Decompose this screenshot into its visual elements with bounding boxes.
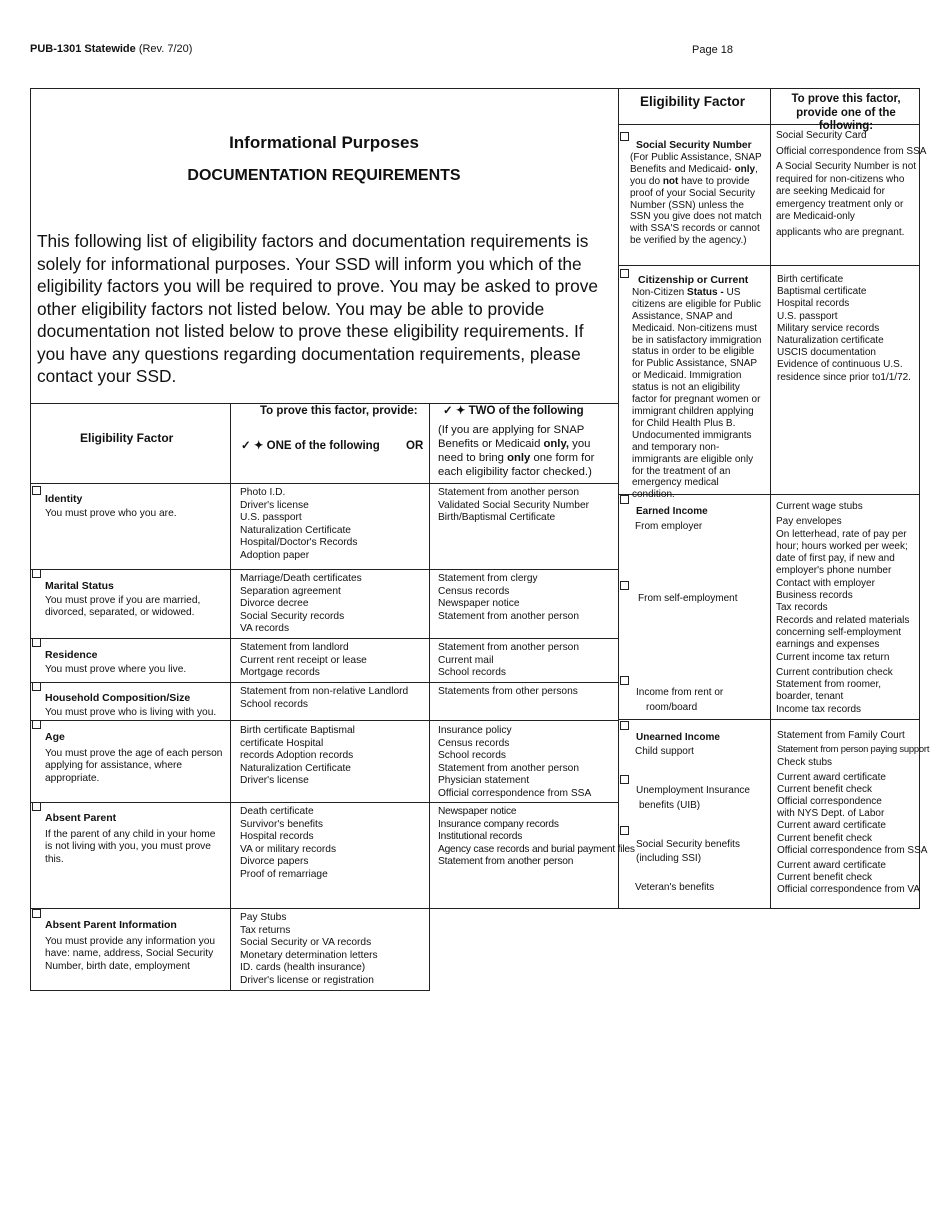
absent-parent-factor: Absent Parent If the parent of any child in your home is not living with you, you must prove this. <box>45 812 216 865</box>
page-number: Page 18 <box>692 44 733 56</box>
unearned-income-checkbox[interactable] <box>620 721 629 730</box>
absent-parent-two-list: Newspaper notice Insurance company records Institutional records Agency case records and burial payment files Statement from another person <box>438 806 635 867</box>
purpose-title: Informational Purposes <box>229 133 419 152</box>
from-employer-label: From employer <box>635 521 703 532</box>
self-employment-label: From self-employment <box>638 593 738 604</box>
household-two-list: Statements from other persons <box>438 686 578 697</box>
rent-income-checkbox[interactable] <box>620 676 629 685</box>
identity-one-list: Photo I.D. Driver's license U.S. passport Naturalization Certificate Hospital/Doctor's Records Adoption paper <box>240 487 358 561</box>
veterans-benefits-label: Veteran's benefits <box>635 882 715 893</box>
absent-parent-info-factor: Absent Parent Information You must provide any information you have: name, address, Social Security Number, birth date, employment <box>45 919 216 972</box>
col3-note: (If you are applying for SNAP Benefits or Medicaid only, you need to bring only one form for each eligibility factor checked.) <box>438 424 595 478</box>
identity-checkbox[interactable] <box>32 486 41 495</box>
document-id: PUB-1301 Statewide (Rev. 7/20) <box>30 43 193 55</box>
earned-income-checkbox[interactable] <box>620 495 629 504</box>
household-checkbox[interactable] <box>32 682 41 691</box>
absent-parent-info-checkbox[interactable] <box>32 909 41 918</box>
absent-parent-one-list: Death certificate Survivor's benefits Hospital records VA or military records Divorce papers Proof of remarriage <box>240 806 337 880</box>
identity-factor: Identity You must prove who you are. <box>45 493 177 519</box>
social-security-checkbox[interactable] <box>620 826 629 835</box>
age-one-list: Birth certificate Baptismal certificate Hospital records Adoption records Naturalization Certificate Driver's license <box>240 725 355 786</box>
marital-status-checkbox[interactable] <box>32 569 41 578</box>
social-security-label: Social Security benefits (including SSI) <box>636 839 740 864</box>
right-col-header-provide: To prove this factor, provide one of the following: <box>791 93 901 132</box>
right-col-header-factor: Eligibility Factor <box>640 94 746 109</box>
self-employment-checkbox[interactable] <box>620 581 629 590</box>
absent-parent-info-one-list: Pay Stubs Tax returns Social Security or VA records Monetary determination letters ID. cards (health insurance) Driver's license or registration <box>240 912 378 986</box>
ssn-docs: Social Security Card Official correspondence from SSA A Social Security Number is not required for non-citizens who are seeking Medicaid for emergency treatment only or are Medicaid-only applicants who are pregnant. <box>776 130 927 238</box>
or-label: OR <box>406 440 424 452</box>
age-two-list: Insurance policy Census records School records Statement from another person Physician statement Official correspondence from SSA <box>438 725 592 799</box>
citizenship-docs: Birth certificate Baptismal certificate Hospital records U.S. passport Military service records Naturalization certificate USCIS documentation Evidence of continuous U.S. residence since prior to1/1/72. <box>777 274 911 383</box>
ssn-factor: Social Security Number (For Public Assistance, SNAP Benefits and Medicaid- only, you do not have to provide proof of your Social Security Number (SSN) unless the SSN you give does not match with SSA'S records or cannot be verified by the agency.) <box>630 140 762 247</box>
page-title: DOCUMENTATION REQUIREMENTS <box>187 167 461 184</box>
marital-status-factor: Marital Status You must prove if you are married, divorced, separated, or widowed. <box>45 580 201 618</box>
left-col-header-provide: To prove this factor, provide: <box>260 405 418 417</box>
identity-two-list: Statement from another person Validated Social Security Number Birth/Baptismal Certificate <box>438 487 589 523</box>
age-checkbox[interactable] <box>32 720 41 729</box>
marital-one-list: Marriage/Death certificates Separation agreement Divorce decree Social Security records VA records <box>240 573 362 634</box>
citizenship-checkbox[interactable] <box>620 269 629 278</box>
left-col-header-one: ✓ ✦ ONE of the following <box>241 440 380 452</box>
rent-income-label: Income from rent or room/board <box>636 687 724 713</box>
residence-two-list: Statement from another person Current mail School records <box>438 642 580 678</box>
child-support-label: Child support <box>635 746 694 757</box>
uib-checkbox[interactable] <box>620 775 629 784</box>
marital-two-list: Statement from clergy Census records Newspaper notice Statement from another person <box>438 573 580 622</box>
uib-label: Unemployment Insurance benefits (UIB) <box>636 785 750 811</box>
citizenship-factor: Citizenship or Current Non-Citizen Status - US citizens are eligible for Public Assistance, SNAP and Medicaid. Non-citizens must be in satisfactory immigration status in order to be eligible for Public Assistance, SNAP or Medicaid. Immigration status is not an eligibility factor for pregnant women or immigrant children applying for Child Health Plus B. Undocumented immigrants and temporary non-immigrants are eligible only for the treatment of an emergency medical condition. <box>632 274 762 501</box>
revision: (Rev. 7/20) <box>138 43 193 55</box>
earned-income-docs: Current wage stubs Pay envelopes On letterhead, rate of pay per hour; hours worked per week; date of first pay, if new and employer's phone number Contact with employer Business records Tax records Records and related materials concerning self-employment earnings and expenses Current income tax return Current contribution check Statement from roomer, boarder, tenant Income tax records <box>776 501 910 715</box>
household-one-list: Statement from non-relative Landlord School records <box>240 686 409 710</box>
unearned-income-label: Unearned Income <box>636 732 720 743</box>
household-factor: Household Composition/Size You must prove who is living with you. <box>45 692 217 718</box>
residence-checkbox[interactable] <box>32 638 41 647</box>
left-col-header-two: ✓ ✦ TWO of the following <box>443 405 584 417</box>
age-factor: Age You must prove the age of each person applying for assistance, where appropriate. <box>45 731 223 784</box>
absent-parent-checkbox[interactable] <box>32 802 41 811</box>
residence-factor: Residence You must prove where you live. <box>45 649 187 675</box>
left-col-header-factor: Eligibility Factor <box>80 431 174 445</box>
intro-paragraph: This following list of eligibility factors and documentation requirements is solely for informational purposes. Your SSD will inform you which of the eligibility factors you will be required to prove. You may be asked to prove other eligibility factors not listed below. You may be able to provide documentation not listed below to prove these eligibility requirements. If you have any questions regarding documentation requirements, please contact your SSD. <box>37 231 598 386</box>
unearned-income-docs: Statement from Family Court Statement from person paying support Check stubs Current award certificate Current benefit check Official correspondence with NYS Dept. of Labor Current award certificate Current benefit check Official correspondence from SSA Current award certificate Current benefit check Official correspondence from VA <box>777 730 930 896</box>
ssn-checkbox[interactable] <box>620 132 629 141</box>
earned-income-label: Earned Income <box>636 506 708 517</box>
residence-one-list: Statement from landlord Current rent receipt or lease Mortgage records <box>240 642 367 678</box>
